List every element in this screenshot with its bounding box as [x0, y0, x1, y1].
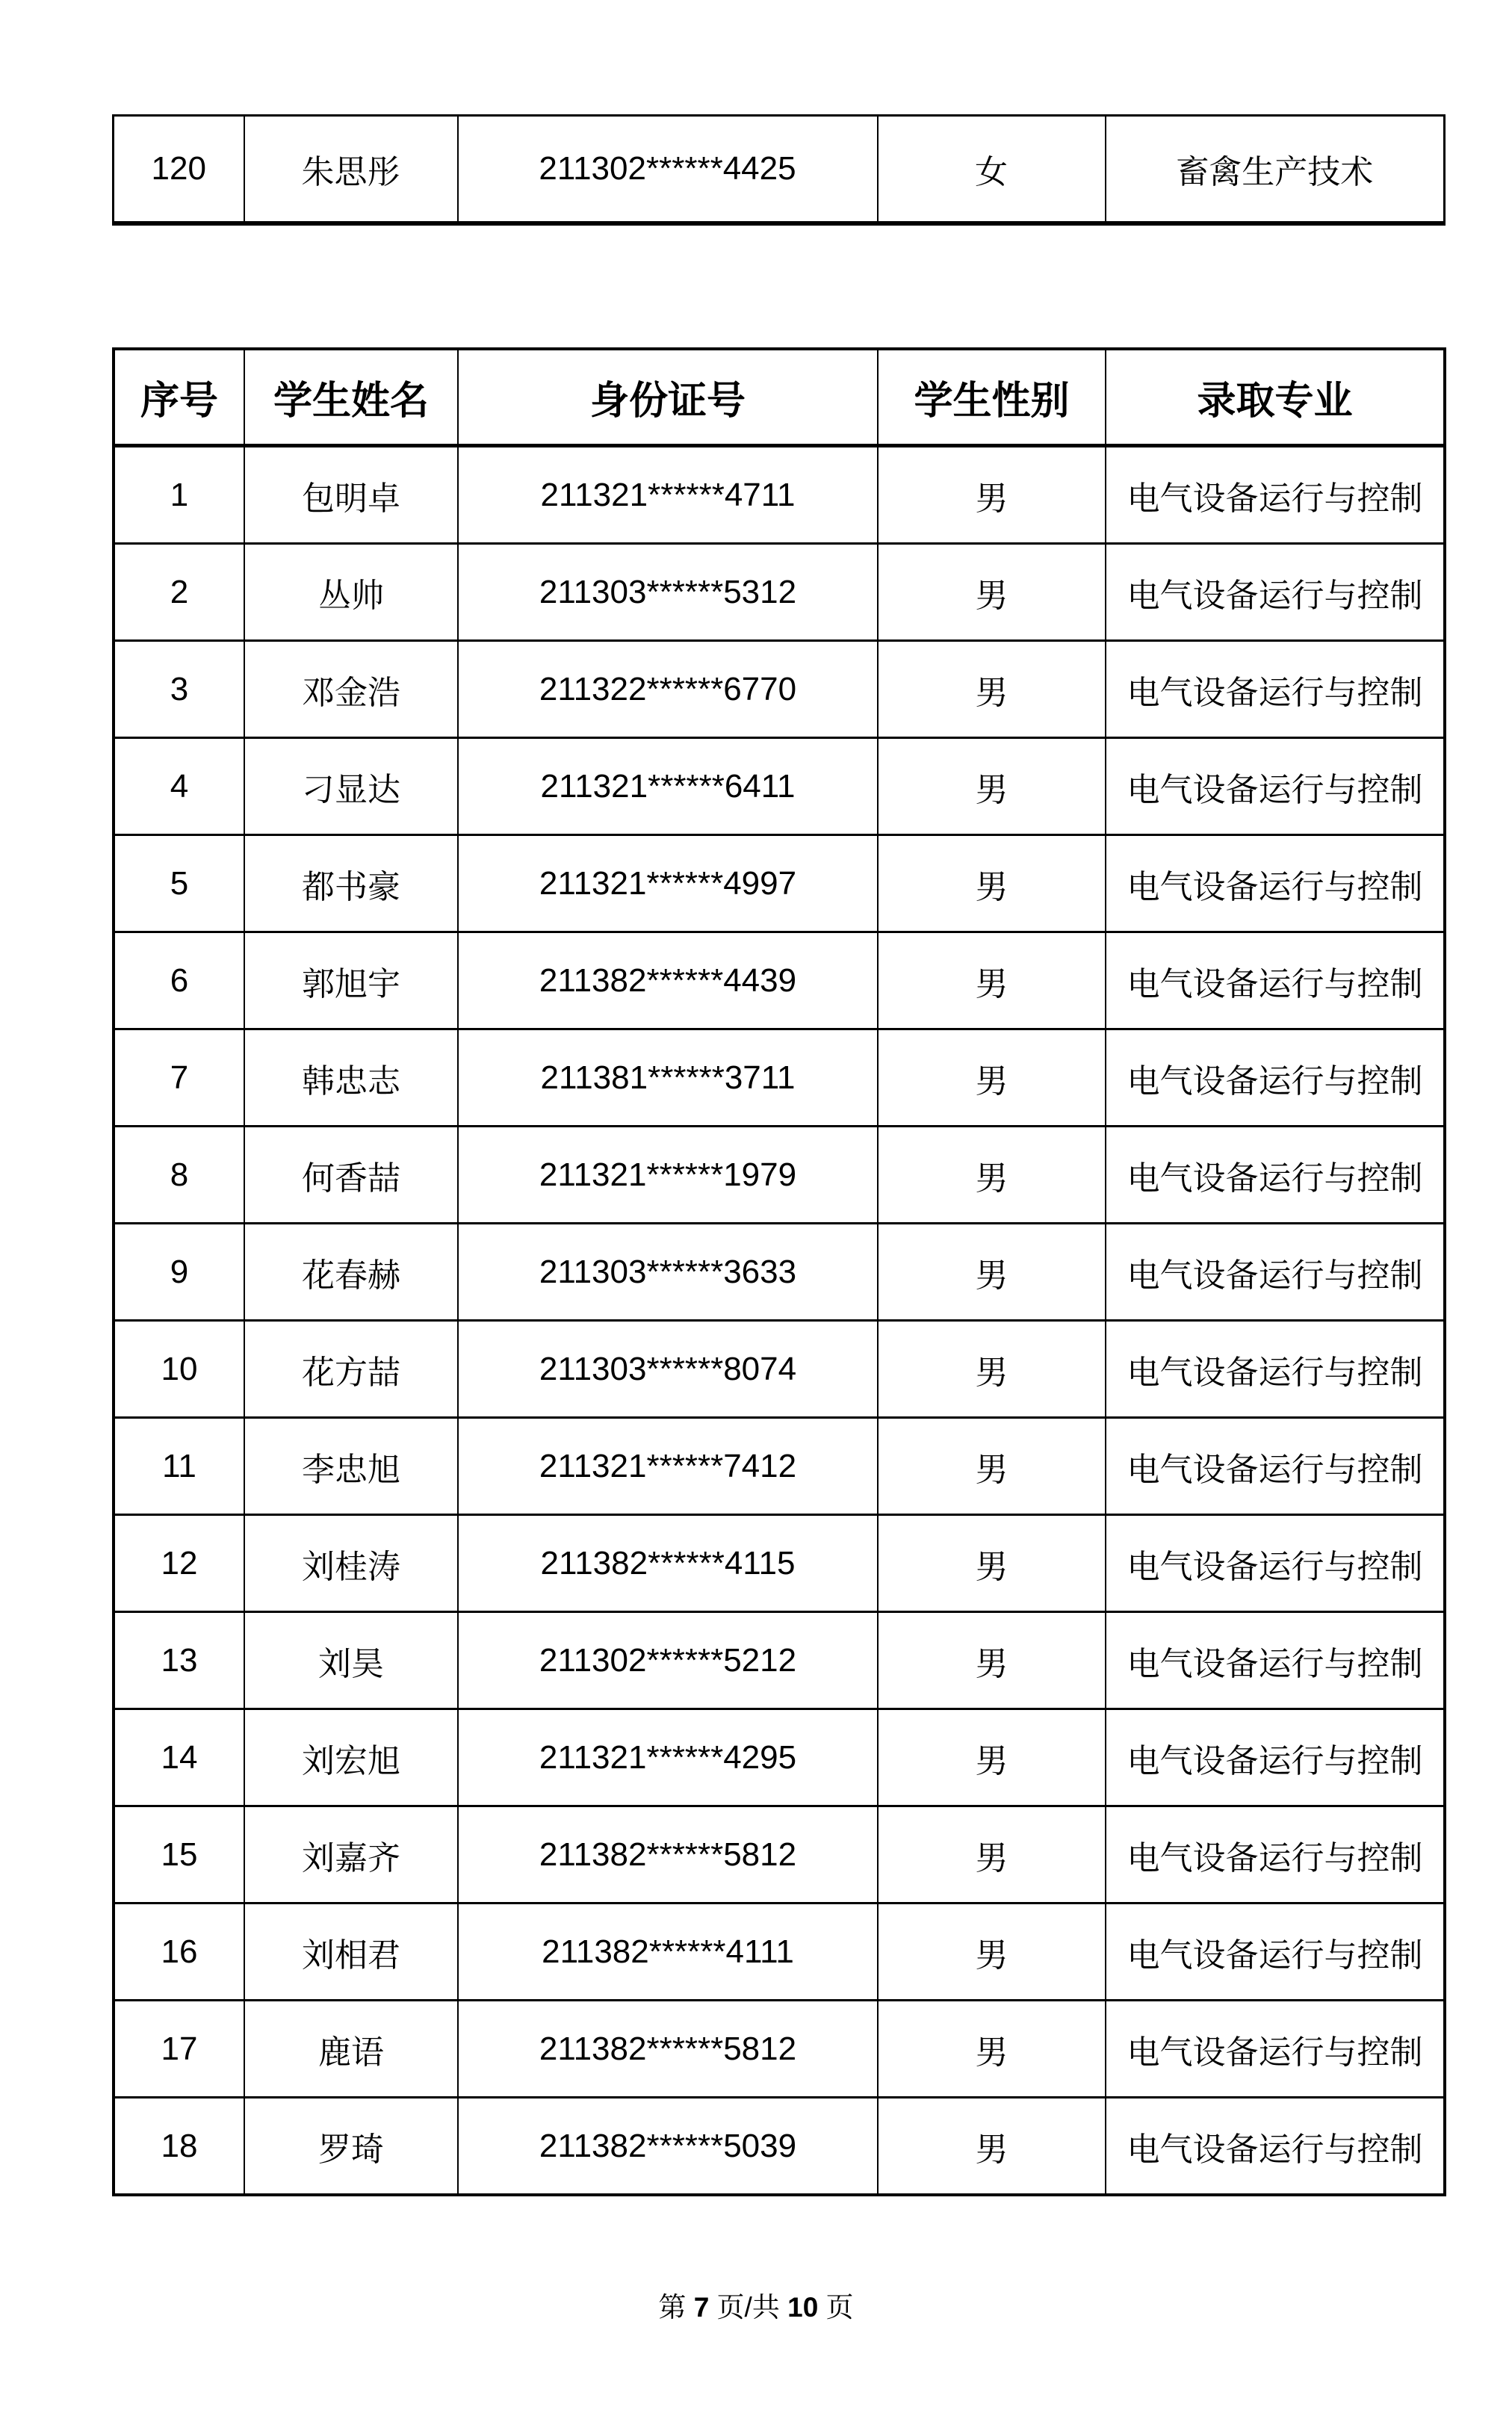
- cell-gender: 男: [878, 738, 1106, 835]
- cell-id-number: 211303******3633: [458, 1224, 878, 1321]
- cell-id-number: 211382******4111: [458, 1904, 878, 2001]
- page-footer: [0, 2285, 1512, 2325]
- cell-major: 电气设备运行与控制: [1106, 1418, 1445, 1515]
- table-row: [114, 932, 1445, 1029]
- cell-gender: 男: [878, 1224, 1106, 1321]
- cell-index: 1: [114, 446, 244, 544]
- cell-student-name: 何香喆: [244, 1127, 458, 1224]
- footer-prefix: 第: [658, 2292, 694, 2323]
- table-row: [114, 1904, 1445, 2001]
- cell-index: 16: [114, 1904, 244, 2001]
- cell-major: 电气设备运行与控制: [1106, 1321, 1445, 1418]
- cell-id-number: 211322******6770: [458, 641, 878, 738]
- cell-gender: 男: [878, 1029, 1106, 1127]
- cell-id-number: 211321******6411: [458, 738, 878, 835]
- cell-id-number: 211321******7412: [458, 1418, 878, 1515]
- table-row: [114, 1321, 1445, 1418]
- table-header-row: [114, 349, 1445, 446]
- cell-major: 电气设备运行与控制: [1106, 835, 1445, 932]
- cell-index: 12: [114, 1515, 244, 1612]
- table-row: [114, 1224, 1445, 1321]
- cell-index: 14: [114, 1709, 244, 1806]
- cell-index: 17: [114, 2001, 244, 2098]
- cell-major: 电气设备运行与控制: [1106, 1612, 1445, 1709]
- cell-student-name: 朱思彤: [244, 116, 458, 224]
- cell-major: 畜禽生产技术: [1106, 116, 1445, 224]
- cell-gender: 男: [878, 2098, 1106, 2196]
- table-row: [114, 1127, 1445, 1224]
- cell-gender: 男: [878, 1515, 1106, 1612]
- cell-student-name: 刁显达: [244, 738, 458, 835]
- table-row: [114, 641, 1445, 738]
- cell-student-name: 罗琦: [244, 2098, 458, 2196]
- table-row: [114, 446, 1445, 544]
- cell-student-name: 韩忠志: [244, 1029, 458, 1127]
- cell-gender: 男: [878, 1321, 1106, 1418]
- cell-major: 电气设备运行与控制: [1106, 1806, 1445, 1904]
- cell-student-name: 花春赫: [244, 1224, 458, 1321]
- cell-index: 8: [114, 1127, 244, 1224]
- cell-student-name: 刘桂涛: [244, 1515, 458, 1612]
- cell-index: 18: [114, 2098, 244, 2196]
- cell-index: 11: [114, 1418, 244, 1515]
- cell-id-number: 211302******4425: [458, 116, 878, 224]
- cell-id-number: 211303******5312: [458, 544, 878, 641]
- cell-major: 电气设备运行与控制: [1106, 1709, 1445, 1806]
- col-header-index: 序号: [114, 349, 244, 446]
- cell-gender: 男: [878, 2001, 1106, 2098]
- cell-major: 电气设备运行与控制: [1106, 1515, 1445, 1612]
- cell-index: 10: [114, 1321, 244, 1418]
- cell-index: 7: [114, 1029, 244, 1127]
- cell-id-number: 211382******4115: [458, 1515, 878, 1612]
- cell-index: 4: [114, 738, 244, 835]
- cell-gender: 男: [878, 544, 1106, 641]
- cell-student-name: 刘相君: [244, 1904, 458, 2001]
- table-row: [114, 1418, 1445, 1515]
- col-header-gender: 学生性别: [878, 349, 1106, 446]
- cell-major: 电气设备运行与控制: [1106, 641, 1445, 738]
- footer-page-number: 7: [693, 2292, 710, 2323]
- cell-major: 电气设备运行与控制: [1106, 1127, 1445, 1224]
- cell-major: 电气设备运行与控制: [1106, 544, 1445, 641]
- footer-total-pages: 10: [787, 2292, 819, 2323]
- cell-student-name: 丛帅: [244, 544, 458, 641]
- cell-index: 3: [114, 641, 244, 738]
- cell-gender: 男: [878, 835, 1106, 932]
- table-row: [114, 1709, 1445, 1806]
- cell-major: 电气设备运行与控制: [1106, 2001, 1445, 2098]
- cell-major: 电气设备运行与控制: [1106, 1224, 1445, 1321]
- cell-gender: 男: [878, 1904, 1106, 2001]
- col-header-student-name: 学生姓名: [244, 349, 458, 446]
- cell-id-number: 211381******3711: [458, 1029, 878, 1127]
- cell-major: 电气设备运行与控制: [1106, 932, 1445, 1029]
- cell-gender: 男: [878, 1127, 1106, 1224]
- cell-index: 120: [114, 116, 244, 224]
- table-row: [114, 2098, 1445, 2196]
- previous-table-partial: [112, 114, 1446, 226]
- cell-index: 13: [114, 1612, 244, 1709]
- cell-index: 2: [114, 544, 244, 641]
- admission-list-table: [112, 347, 1446, 2196]
- cell-id-number: 211302******5212: [458, 1612, 878, 1709]
- table-row: [114, 835, 1445, 932]
- cell-id-number: 211321******1979: [458, 1127, 878, 1224]
- footer-middle: 页/共: [709, 2292, 788, 2323]
- cell-gender: 男: [878, 1806, 1106, 1904]
- table-row: [114, 1806, 1445, 1904]
- cell-gender: 男: [878, 932, 1106, 1029]
- cell-student-name: 李忠旭: [244, 1418, 458, 1515]
- table-row: [114, 738, 1445, 835]
- cell-index: 6: [114, 932, 244, 1029]
- cell-gender: 女: [878, 116, 1106, 224]
- table-row: [114, 1515, 1445, 1612]
- cell-gender: 男: [878, 1709, 1106, 1806]
- cell-gender: 男: [878, 641, 1106, 738]
- cell-major: 电气设备运行与控制: [1106, 2098, 1445, 2196]
- cell-major: 电气设备运行与控制: [1106, 446, 1445, 544]
- cell-student-name: 刘昊: [244, 1612, 458, 1709]
- cell-gender: 男: [878, 1612, 1106, 1709]
- cell-student-name: 刘嘉齐: [244, 1806, 458, 1904]
- cell-index: 5: [114, 835, 244, 932]
- cell-id-number: 211321******4711: [458, 446, 878, 544]
- cell-student-name: 花方喆: [244, 1321, 458, 1418]
- table-row: [114, 1612, 1445, 1709]
- cell-major: 电气设备运行与控制: [1106, 738, 1445, 835]
- cell-student-name: 都书豪: [244, 835, 458, 932]
- table-row: [114, 2001, 1445, 2098]
- cell-id-number: 211382******5812: [458, 1806, 878, 1904]
- cell-student-name: 邓金浩: [244, 641, 458, 738]
- table-row: [114, 116, 1445, 224]
- cell-id-number: 211321******4295: [458, 1709, 878, 1806]
- cell-id-number: 211382******4439: [458, 932, 878, 1029]
- cell-index: 9: [114, 1224, 244, 1321]
- cell-gender: 男: [878, 446, 1106, 544]
- cell-major: 电气设备运行与控制: [1106, 1904, 1445, 2001]
- col-header-major: 录取专业: [1106, 349, 1445, 446]
- cell-student-name: 刘宏旭: [244, 1709, 458, 1806]
- table-row: [114, 544, 1445, 641]
- cell-id-number: 211303******8074: [458, 1321, 878, 1418]
- cell-index: 15: [114, 1806, 244, 1904]
- cell-student-name: 郭旭宇: [244, 932, 458, 1029]
- col-header-id-number: 身份证号: [458, 349, 878, 446]
- cell-id-number: 211382******5039: [458, 2098, 878, 2196]
- cell-student-name: 鹿语: [244, 2001, 458, 2098]
- cell-student-name: 包明卓: [244, 446, 458, 544]
- cell-gender: 男: [878, 1418, 1106, 1515]
- table-row: [114, 1029, 1445, 1127]
- cell-id-number: 211321******4997: [458, 835, 878, 932]
- cell-id-number: 211382******5812: [458, 2001, 878, 2098]
- footer-suffix: 页: [818, 2292, 854, 2323]
- cell-major: 电气设备运行与控制: [1106, 1029, 1445, 1127]
